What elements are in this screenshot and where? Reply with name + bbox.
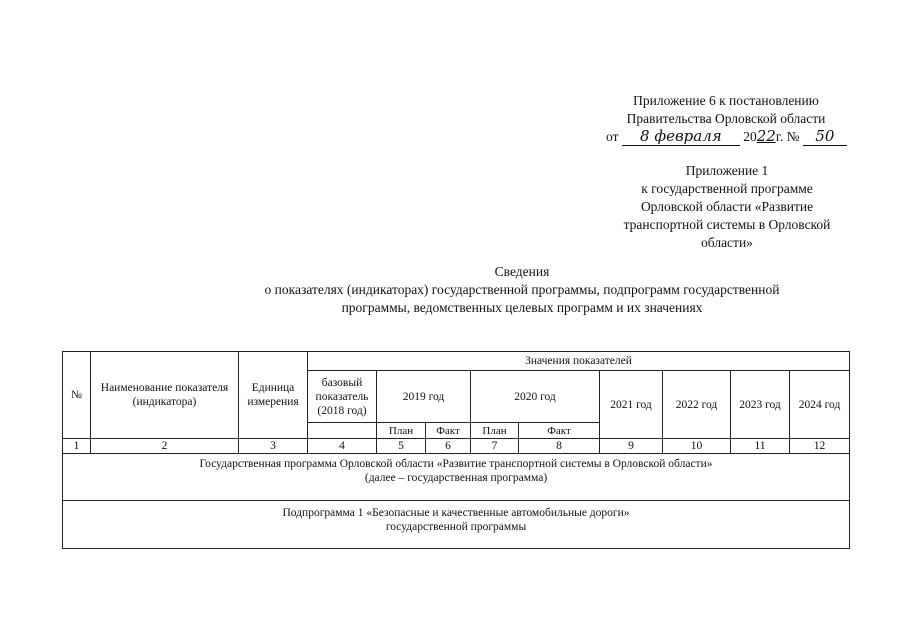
index-cell: 8 [519,439,600,454]
header-2022: 2022 год [663,371,731,439]
header-2023: 2023 год [731,371,790,439]
handwritten-year: 22 [756,127,776,145]
section-state-program [63,454,850,501]
header-2019-plan: План [377,423,426,439]
appendix6-line1: Приложение 6 к постановлению [633,93,819,108]
appendix1-line: к государственной программе [641,181,813,196]
index-cell: 4 [308,439,377,454]
section-subprogram-line2: государственной программы [385,521,527,533]
index-cell: 5 [377,439,426,454]
header-name: Наименование показателя (индикатора) [91,352,239,439]
year-prefix: 20 [743,129,757,144]
appendix1-block [598,162,856,252]
header-base-sub [308,423,377,439]
header-2020-plan: План [471,423,519,439]
header-2020: 2020 год [471,371,600,423]
header-base: базовый показатель (2018 год) [308,371,377,423]
appendix6-date-line [606,127,851,146]
section-row-state-program [63,454,850,501]
appendix1-line: транспортной системы в Орловской [623,217,831,232]
index-cell: 10 [663,439,731,454]
appendix1-line: Приложение 1 [685,163,769,178]
section-row-subprogram [63,501,850,549]
header-2020-fact: Факт [519,423,600,439]
year-suffix: г. № [775,129,800,144]
index-cell: 6 [426,439,471,454]
section-state-program-line1: Государственная программа Орловской области «Развитие транспортной системы в Орловской области» [199,458,713,470]
handwritten-number: 50 [803,127,847,146]
header-values-group: Значения показателей [308,352,850,371]
appendix1-line: области» [701,235,753,250]
header-2024: 2024 год [790,371,850,439]
header-2019-fact: Факт [426,423,471,439]
index-cell: 3 [239,439,308,454]
table-header-row [63,352,850,371]
document-subtitle-line2: программы, ведомственных целевых программ и их значениях [341,300,703,315]
index-cell: 9 [600,439,663,454]
section-subprogram [63,501,850,549]
header-2021: 2021 год [600,371,663,439]
document-subtitle-line1: о показателях (индикаторах) государственной программы, подпрограмм государственной [264,282,780,297]
from-label: от [606,129,619,144]
appendix1-line: Орловской области «Развитие [640,199,814,214]
header-unit: Единица измерения [239,352,308,439]
index-cell: 2 [91,439,239,454]
header-num: № [63,352,91,439]
table-index-row [63,439,850,454]
index-cell: 11 [731,439,790,454]
header-2019: 2019 год [377,371,471,423]
section-state-program-line2: (далее – государственная программа) [364,472,548,484]
handwritten-date: 8 февраля [622,127,740,146]
indicators-table [62,351,850,549]
index-cell: 1 [63,439,91,454]
document-title: Сведения [494,264,550,279]
index-cell: 7 [471,439,519,454]
section-subprogram-line1: Подпрограмма 1 «Безопасные и качественные автомобильные дороги» [282,507,630,519]
index-cell: 12 [790,439,850,454]
appendix6-line2: Правительства Орловской области [626,111,826,126]
